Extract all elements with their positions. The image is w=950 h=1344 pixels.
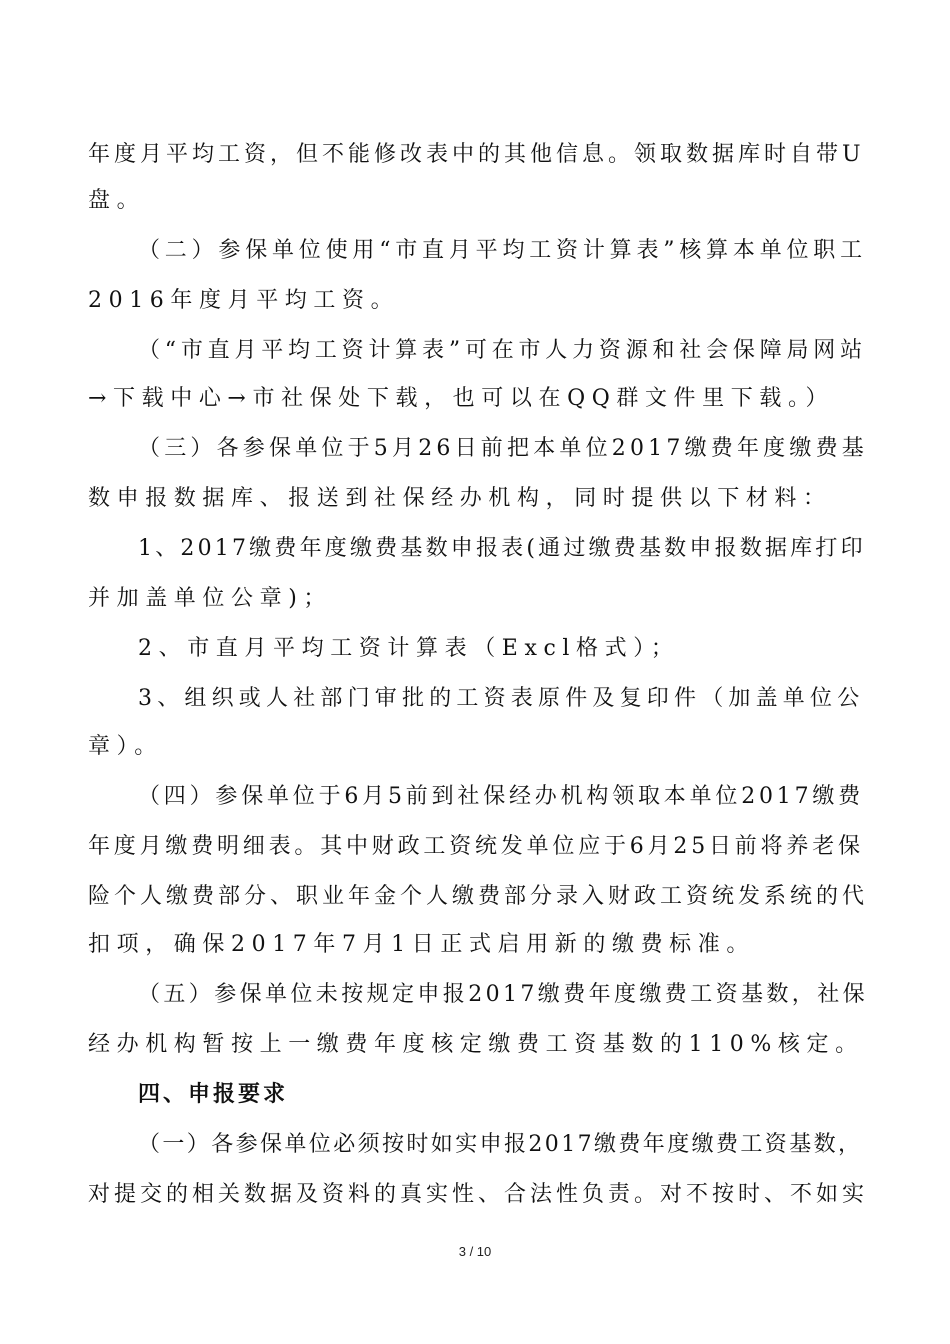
- text-line: 2016年度月平均工资。: [88, 288, 400, 313]
- text-line: 盘。: [88, 188, 146, 213]
- text-line: （三）各参保单位于5月26日前把本单位2017缴费年度缴费基: [138, 436, 868, 461]
- text-line: （五）参保单位未按规定申报2017缴费年度缴费工资基数，社保: [138, 982, 868, 1007]
- text-line: 扣项，确保2017年7月1日正式启用新的缴费标准。: [88, 932, 755, 957]
- text-line: 年度月平均工资，但不能修改表中的其他信息。领取数据库时自带U: [88, 142, 865, 167]
- text-line: （四）参保单位于6月5前到社保经办机构领取本单位2017缴费: [138, 784, 864, 809]
- text-line: （“市直月平均工资计算表”可在市人力资源和社会保障局网站: [138, 338, 867, 363]
- text-line: 2、市直月平均工资计算表（Excl格式）；: [138, 636, 680, 661]
- text-line: （二）参保单位使用“市直月平均工资计算表”核算本单位职工: [138, 238, 867, 263]
- text-line: 3、组织或人社部门审批的工资表原件及复印件（加盖单位公: [138, 686, 865, 711]
- text-line: 1、2017缴费年度缴费基数申报表(通过缴费基数申报数据库打印: [138, 536, 866, 561]
- text-line: 经办机构暂按上一缴费年度核定缴费工资基数的110%核定。: [88, 1032, 864, 1057]
- section-heading: 四、申报要求: [138, 1082, 289, 1107]
- text-line: 并加盖单位公章)；: [88, 586, 332, 611]
- text-line: （一）各参保单位必须按时如实申报2017缴费年度缴费工资基数，: [138, 1132, 863, 1157]
- text-line: 数申报数据库、报送到社保经办机构，同时提供以下材料：: [88, 486, 832, 511]
- text-line: 年度月缴费明细表。其中财政工资统发单位应于6月25日前将养老保: [88, 834, 864, 859]
- text-line: 对提交的相关数据及资料的真实性、合法性负责。对不按时、不如实: [88, 1182, 869, 1207]
- text-line: 章）。: [88, 734, 163, 759]
- text-line: 险个人缴费部分、职业年金个人缴费部分录入财政工资统发系统的代: [88, 884, 869, 909]
- page-number: 3 / 10: [458, 1244, 492, 1259]
- text-line: →下载中心→市社保处下载，也可以在QQ群文件里下载。）: [88, 386, 835, 411]
